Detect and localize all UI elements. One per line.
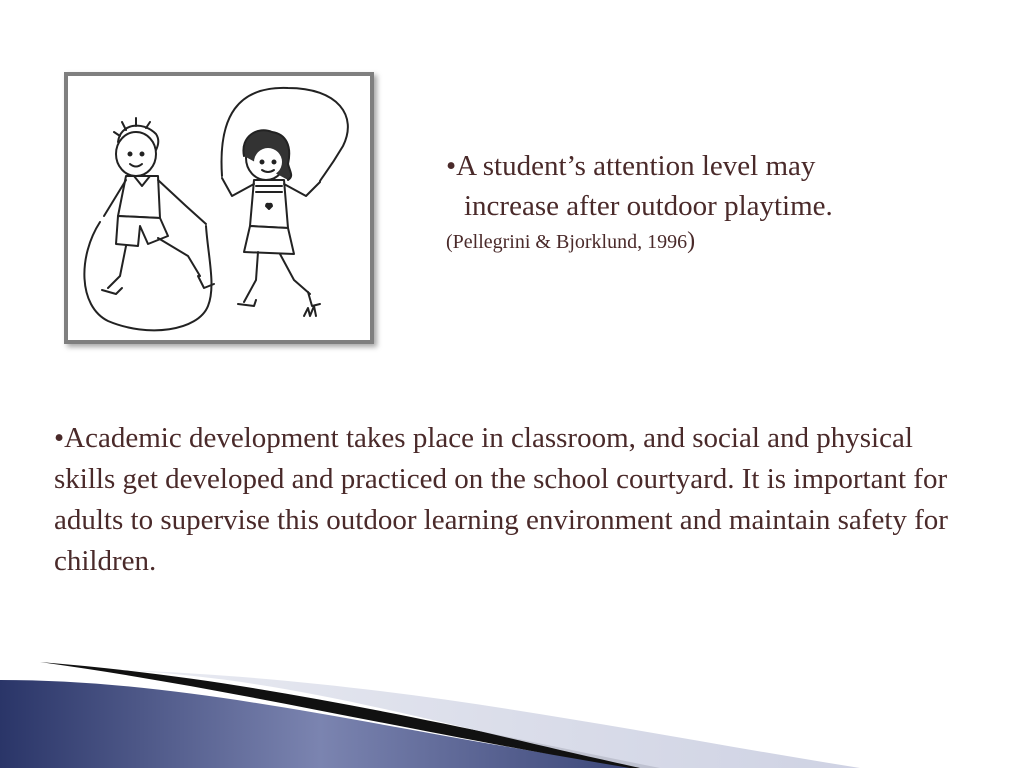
attention-level-bullet xyxy=(446,146,966,257)
citation-text: (Pellegrini & Bjorklund, 1996 xyxy=(446,231,688,253)
citation xyxy=(446,226,966,257)
children-jump-rope-illustration xyxy=(64,72,374,344)
academic-development-bullet: •Academic development takes place in classroom, and social and physical skills get developed and practiced on the school courtyard. It is important for adults to supervise this outdoor learning environment and maintain safety for children. xyxy=(54,422,948,577)
boy-figure xyxy=(102,118,214,294)
citation-close-paren: ) xyxy=(687,228,696,254)
bullet-1-line-1: •A student’s attention level may xyxy=(446,150,816,182)
bullet-1-line-2: increase after outdoor playtime. xyxy=(464,190,833,222)
bottom-decorative-swoosh xyxy=(0,640,1024,768)
girl-figure xyxy=(222,130,320,316)
